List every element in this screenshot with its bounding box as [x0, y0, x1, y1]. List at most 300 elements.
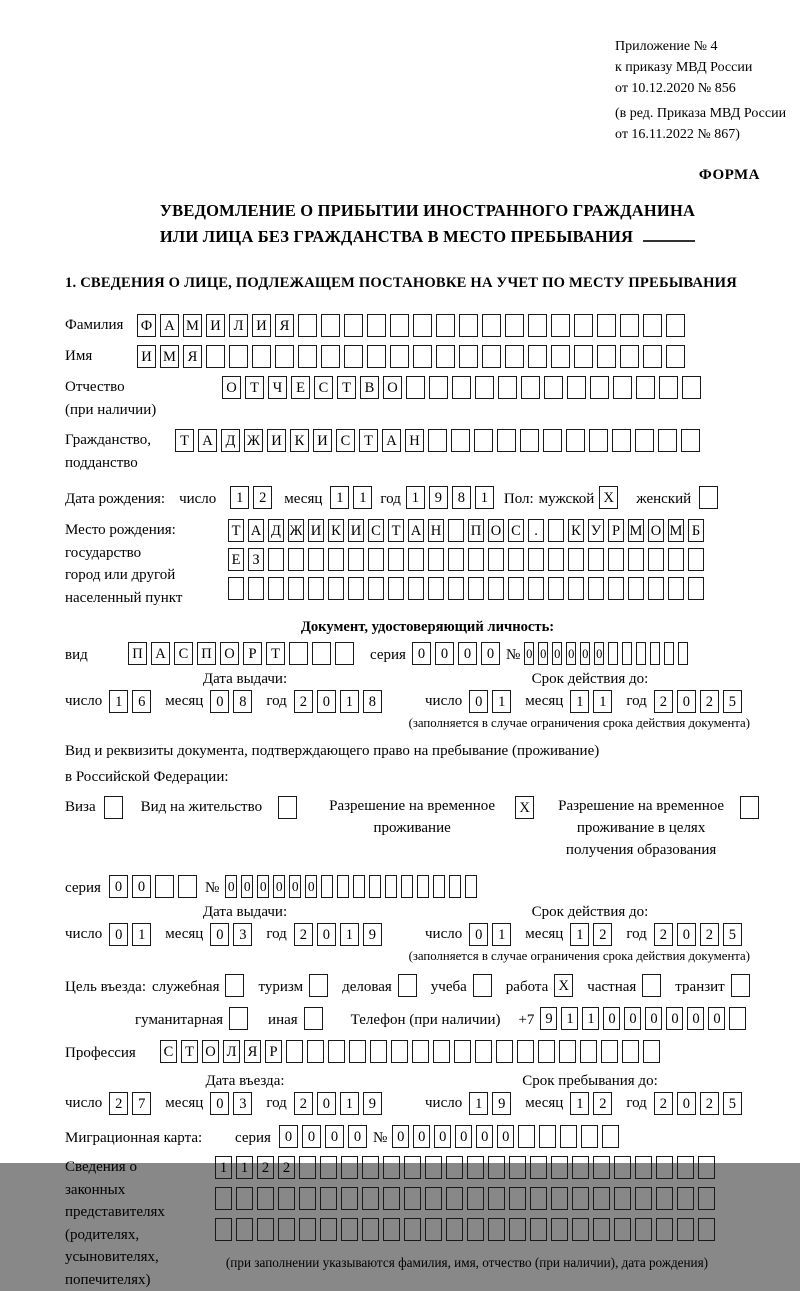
- form-cell[interactable]: 1: [593, 690, 612, 713]
- form-cell[interactable]: 0: [210, 690, 229, 713]
- form-cell[interactable]: 2: [294, 923, 313, 946]
- form-cell[interactable]: 1: [215, 1156, 232, 1179]
- form-cell[interactable]: [677, 1218, 694, 1241]
- form-cell[interactable]: 0: [279, 1125, 298, 1148]
- form-cell[interactable]: [391, 1040, 408, 1063]
- form-cell[interactable]: Н: [405, 429, 424, 452]
- form-cell[interactable]: 1: [109, 690, 128, 713]
- form-cell[interactable]: [406, 376, 425, 399]
- form-cell[interactable]: [567, 376, 586, 399]
- form-cell[interactable]: 0: [677, 923, 696, 946]
- form-cell[interactable]: X: [515, 796, 534, 819]
- form-cell[interactable]: 1: [230, 486, 249, 509]
- form-cell[interactable]: [341, 1156, 358, 1179]
- form-cell[interactable]: X: [554, 974, 573, 997]
- form-cell[interactable]: [425, 1218, 442, 1241]
- form-cell[interactable]: Я: [244, 1040, 261, 1063]
- form-cell[interactable]: [390, 314, 409, 337]
- form-cell[interactable]: [341, 1218, 358, 1241]
- form-cell[interactable]: 0: [289, 875, 301, 898]
- form-cell[interactable]: 1: [492, 690, 511, 713]
- form-cell[interactable]: [436, 314, 455, 337]
- form-cell[interactable]: 1: [492, 923, 511, 946]
- form-cell[interactable]: [433, 875, 445, 898]
- form-cell[interactable]: [257, 1187, 274, 1210]
- form-cell[interactable]: [544, 376, 563, 399]
- form-cell[interactable]: 7: [132, 1092, 151, 1115]
- form-cell[interactable]: [467, 1187, 484, 1210]
- form-cell[interactable]: [298, 345, 317, 368]
- form-cell[interactable]: 2: [654, 690, 673, 713]
- form-cell[interactable]: Т: [359, 429, 378, 452]
- form-cell[interactable]: О: [488, 519, 504, 542]
- form-cell[interactable]: [620, 345, 639, 368]
- form-cell[interactable]: [288, 577, 304, 600]
- form-cell[interactable]: [664, 642, 674, 665]
- form-cell[interactable]: [383, 1187, 400, 1210]
- form-cell[interactable]: 0: [455, 1125, 472, 1148]
- form-cell[interactable]: Д: [221, 429, 240, 452]
- form-cell[interactable]: [367, 314, 386, 337]
- form-cell[interactable]: О: [383, 376, 402, 399]
- form-cell[interactable]: 0: [677, 1092, 696, 1115]
- form-cell[interactable]: [268, 548, 284, 571]
- form-cell[interactable]: [538, 1040, 555, 1063]
- form-cell[interactable]: [530, 1218, 547, 1241]
- form-cell[interactable]: [656, 1187, 673, 1210]
- form-cell[interactable]: [488, 1156, 505, 1179]
- form-cell[interactable]: [412, 1040, 429, 1063]
- form-cell[interactable]: [572, 1156, 589, 1179]
- form-cell[interactable]: [368, 577, 384, 600]
- form-cell[interactable]: С: [314, 376, 333, 399]
- form-cell[interactable]: [668, 577, 684, 600]
- form-cell[interactable]: 0: [210, 1092, 229, 1115]
- form-cell[interactable]: 8: [363, 690, 382, 713]
- form-cell[interactable]: [698, 1218, 715, 1241]
- form-cell[interactable]: [614, 1218, 631, 1241]
- form-cell[interactable]: А: [382, 429, 401, 452]
- form-cell[interactable]: А: [151, 642, 170, 665]
- form-cell[interactable]: 0: [210, 923, 229, 946]
- form-cell[interactable]: П: [468, 519, 484, 542]
- form-cell[interactable]: 2: [593, 923, 612, 946]
- form-cell[interactable]: [328, 548, 344, 571]
- form-cell[interactable]: [383, 1218, 400, 1241]
- form-cell[interactable]: [467, 1156, 484, 1179]
- form-cell[interactable]: [530, 1187, 547, 1210]
- form-cell[interactable]: [278, 1187, 295, 1210]
- form-cell[interactable]: X: [599, 486, 618, 509]
- form-cell[interactable]: 0: [257, 875, 269, 898]
- form-cell[interactable]: [648, 577, 664, 600]
- form-cell[interactable]: 0: [666, 1007, 683, 1030]
- form-cell[interactable]: 0: [317, 690, 336, 713]
- form-cell[interactable]: [509, 1187, 526, 1210]
- form-cell[interactable]: Т: [228, 519, 244, 542]
- form-cell[interactable]: [320, 1156, 337, 1179]
- form-cell[interactable]: [642, 974, 661, 997]
- form-cell[interactable]: И: [348, 519, 364, 542]
- form-cell[interactable]: [446, 1218, 463, 1241]
- form-cell[interactable]: П: [128, 642, 147, 665]
- form-cell[interactable]: [572, 1218, 589, 1241]
- form-cell[interactable]: [551, 1156, 568, 1179]
- form-cell[interactable]: 0: [677, 690, 696, 713]
- form-cell[interactable]: [312, 642, 331, 665]
- form-cell[interactable]: С: [508, 519, 524, 542]
- form-cell[interactable]: К: [568, 519, 584, 542]
- form-cell[interactable]: А: [248, 519, 264, 542]
- form-cell[interactable]: 1: [475, 486, 494, 509]
- form-cell[interactable]: [341, 1187, 358, 1210]
- form-cell[interactable]: 0: [317, 1092, 336, 1115]
- form-cell[interactable]: Т: [388, 519, 404, 542]
- form-cell[interactable]: О: [222, 376, 241, 399]
- form-cell[interactable]: Р: [243, 642, 262, 665]
- form-cell[interactable]: 0: [109, 923, 128, 946]
- form-cell[interactable]: [666, 314, 685, 337]
- form-cell[interactable]: [539, 1125, 556, 1148]
- form-cell[interactable]: [488, 1187, 505, 1210]
- form-cell[interactable]: [698, 1187, 715, 1210]
- form-cell[interactable]: [628, 548, 644, 571]
- form-cell[interactable]: М: [160, 345, 179, 368]
- form-cell[interactable]: 0: [603, 1007, 620, 1030]
- form-cell[interactable]: 1: [469, 1092, 488, 1115]
- form-cell[interactable]: [608, 642, 618, 665]
- form-cell[interactable]: Т: [181, 1040, 198, 1063]
- form-cell[interactable]: [559, 1040, 576, 1063]
- form-cell[interactable]: [574, 345, 593, 368]
- form-cell[interactable]: [307, 1040, 324, 1063]
- form-cell[interactable]: 0: [469, 923, 488, 946]
- form-cell[interactable]: [613, 376, 632, 399]
- form-cell[interactable]: [321, 314, 340, 337]
- form-cell[interactable]: 0: [538, 642, 548, 665]
- form-cell[interactable]: 2: [700, 1092, 719, 1115]
- form-cell[interactable]: [482, 345, 501, 368]
- form-cell[interactable]: [678, 642, 688, 665]
- form-cell[interactable]: Н: [428, 519, 444, 542]
- form-cell[interactable]: [289, 642, 308, 665]
- form-cell[interactable]: [551, 314, 570, 337]
- form-cell[interactable]: Т: [175, 429, 194, 452]
- form-cell[interactable]: 1: [236, 1156, 253, 1179]
- form-cell[interactable]: 5: [723, 1092, 742, 1115]
- form-cell[interactable]: [497, 429, 516, 452]
- form-cell[interactable]: Е: [228, 548, 244, 571]
- form-cell[interactable]: [551, 1218, 568, 1241]
- form-cell[interactable]: [488, 548, 504, 571]
- form-cell[interactable]: [551, 1187, 568, 1210]
- form-cell[interactable]: [650, 642, 660, 665]
- form-cell[interactable]: О: [220, 642, 239, 665]
- form-cell[interactable]: 0: [435, 642, 454, 665]
- form-cell[interactable]: [370, 1040, 387, 1063]
- form-cell[interactable]: 1: [570, 690, 589, 713]
- form-cell[interactable]: [268, 577, 284, 600]
- form-cell[interactable]: [401, 875, 413, 898]
- form-cell[interactable]: [731, 974, 750, 997]
- form-cell[interactable]: 0: [132, 875, 151, 898]
- form-cell[interactable]: [408, 577, 424, 600]
- form-cell[interactable]: [467, 1218, 484, 1241]
- form-cell[interactable]: [635, 1187, 652, 1210]
- form-cell[interactable]: [236, 1218, 253, 1241]
- form-cell[interactable]: [614, 1187, 631, 1210]
- form-cell[interactable]: [308, 548, 324, 571]
- form-cell[interactable]: 0: [624, 1007, 641, 1030]
- form-cell[interactable]: 1: [561, 1007, 578, 1030]
- form-cell[interactable]: [452, 376, 471, 399]
- form-cell[interactable]: [551, 345, 570, 368]
- form-cell[interactable]: [581, 1125, 598, 1148]
- form-cell[interactable]: 0: [708, 1007, 725, 1030]
- form-cell[interactable]: [473, 974, 492, 997]
- form-cell[interactable]: 2: [700, 690, 719, 713]
- form-cell[interactable]: [498, 376, 517, 399]
- form-cell[interactable]: [446, 1156, 463, 1179]
- form-cell[interactable]: 3: [233, 923, 252, 946]
- form-cell[interactable]: [698, 1156, 715, 1179]
- form-cell[interactable]: [369, 875, 381, 898]
- form-cell[interactable]: А: [198, 429, 217, 452]
- form-cell[interactable]: [454, 1040, 471, 1063]
- form-cell[interactable]: [635, 1218, 652, 1241]
- form-cell[interactable]: [348, 548, 364, 571]
- form-cell[interactable]: [278, 1218, 295, 1241]
- form-cell[interactable]: [408, 548, 424, 571]
- form-cell[interactable]: [548, 519, 564, 542]
- form-cell[interactable]: Ф: [137, 314, 156, 337]
- form-cell[interactable]: [568, 577, 584, 600]
- form-cell[interactable]: [508, 548, 524, 571]
- form-cell[interactable]: И: [206, 314, 225, 337]
- form-cell[interactable]: 0: [225, 875, 237, 898]
- form-cell[interactable]: [328, 1040, 345, 1063]
- form-cell[interactable]: [643, 314, 662, 337]
- form-cell[interactable]: [656, 1218, 673, 1241]
- form-cell[interactable]: [348, 577, 364, 600]
- form-cell[interactable]: [580, 1040, 597, 1063]
- form-cell[interactable]: [229, 1007, 248, 1030]
- form-cell[interactable]: [475, 376, 494, 399]
- form-cell[interactable]: [593, 1187, 610, 1210]
- form-cell[interactable]: 2: [109, 1092, 128, 1115]
- form-cell[interactable]: [362, 1218, 379, 1241]
- form-cell[interactable]: [740, 796, 759, 819]
- form-cell[interactable]: 0: [458, 642, 477, 665]
- form-cell[interactable]: [344, 345, 363, 368]
- form-cell[interactable]: [215, 1187, 232, 1210]
- form-cell[interactable]: [446, 1187, 463, 1210]
- form-cell[interactable]: [588, 577, 604, 600]
- form-cell[interactable]: [413, 345, 432, 368]
- form-cell[interactable]: 8: [452, 486, 471, 509]
- form-cell[interactable]: 2: [278, 1156, 295, 1179]
- form-cell[interactable]: [668, 548, 684, 571]
- form-cell[interactable]: [620, 314, 639, 337]
- form-cell[interactable]: [252, 345, 271, 368]
- form-cell[interactable]: [155, 875, 174, 898]
- form-cell[interactable]: [388, 548, 404, 571]
- form-cell[interactable]: 0: [273, 875, 285, 898]
- form-cell[interactable]: [681, 429, 700, 452]
- form-cell[interactable]: [229, 345, 248, 368]
- form-cell[interactable]: З: [248, 548, 264, 571]
- form-cell[interactable]: [520, 429, 539, 452]
- form-cell[interactable]: [413, 314, 432, 337]
- form-cell[interactable]: [299, 1156, 316, 1179]
- form-cell[interactable]: [508, 577, 524, 600]
- form-cell[interactable]: Б: [688, 519, 704, 542]
- form-cell[interactable]: П: [197, 642, 216, 665]
- form-cell[interactable]: М: [628, 519, 644, 542]
- form-cell[interactable]: [636, 642, 646, 665]
- form-cell[interactable]: 2: [700, 923, 719, 946]
- form-cell[interactable]: [275, 345, 294, 368]
- form-cell[interactable]: [597, 345, 616, 368]
- form-cell[interactable]: 2: [654, 923, 673, 946]
- form-cell[interactable]: [590, 376, 609, 399]
- form-cell[interactable]: 1: [340, 923, 359, 946]
- form-cell[interactable]: [682, 376, 701, 399]
- form-cell[interactable]: Р: [265, 1040, 282, 1063]
- form-cell[interactable]: 5: [723, 923, 742, 946]
- form-cell[interactable]: [349, 1040, 366, 1063]
- form-cell[interactable]: [528, 548, 544, 571]
- form-cell[interactable]: [304, 1007, 323, 1030]
- form-cell[interactable]: 0: [434, 1125, 451, 1148]
- form-cell[interactable]: 0: [476, 1125, 493, 1148]
- form-cell[interactable]: Т: [266, 642, 285, 665]
- form-cell[interactable]: [368, 548, 384, 571]
- form-cell[interactable]: [428, 577, 444, 600]
- form-cell[interactable]: 1: [353, 486, 372, 509]
- form-cell[interactable]: [574, 314, 593, 337]
- form-cell[interactable]: 1: [340, 1092, 359, 1115]
- form-cell[interactable]: М: [183, 314, 202, 337]
- form-cell[interactable]: [688, 577, 704, 600]
- form-cell[interactable]: [425, 1187, 442, 1210]
- form-cell[interactable]: [608, 577, 624, 600]
- form-cell[interactable]: [428, 429, 447, 452]
- form-cell[interactable]: С: [336, 429, 355, 452]
- form-cell[interactable]: 0: [580, 642, 590, 665]
- form-cell[interactable]: [417, 875, 429, 898]
- form-cell[interactable]: Ч: [268, 376, 287, 399]
- form-cell[interactable]: [622, 642, 632, 665]
- form-cell[interactable]: [505, 314, 524, 337]
- form-cell[interactable]: [528, 345, 547, 368]
- form-cell[interactable]: [335, 642, 354, 665]
- form-cell[interactable]: В: [360, 376, 379, 399]
- form-cell[interactable]: [496, 1040, 513, 1063]
- form-cell[interactable]: [509, 1218, 526, 1241]
- form-cell[interactable]: [482, 314, 501, 337]
- form-cell[interactable]: [404, 1156, 421, 1179]
- form-cell[interactable]: 2: [257, 1156, 274, 1179]
- form-cell[interactable]: [601, 1040, 618, 1063]
- form-cell[interactable]: [614, 1156, 631, 1179]
- form-cell[interactable]: 0: [687, 1007, 704, 1030]
- form-cell[interactable]: [320, 1218, 337, 1241]
- form-cell[interactable]: [518, 1125, 535, 1148]
- form-cell[interactable]: [517, 1040, 534, 1063]
- form-cell[interactable]: [659, 376, 678, 399]
- form-cell[interactable]: 3: [233, 1092, 252, 1115]
- form-cell[interactable]: Л: [223, 1040, 240, 1063]
- form-cell[interactable]: [344, 314, 363, 337]
- form-cell[interactable]: Л: [229, 314, 248, 337]
- form-cell[interactable]: [308, 577, 324, 600]
- form-cell[interactable]: С: [368, 519, 384, 542]
- form-cell[interactable]: [404, 1187, 421, 1210]
- form-cell[interactable]: [474, 429, 493, 452]
- form-cell[interactable]: [548, 577, 564, 600]
- form-cell[interactable]: [459, 345, 478, 368]
- form-cell[interactable]: [321, 875, 333, 898]
- form-cell[interactable]: [257, 1218, 274, 1241]
- form-cell[interactable]: [215, 1218, 232, 1241]
- form-cell[interactable]: [612, 429, 631, 452]
- form-cell[interactable]: [622, 1040, 639, 1063]
- form-cell[interactable]: [428, 548, 444, 571]
- form-cell[interactable]: 1: [330, 486, 349, 509]
- form-cell[interactable]: [309, 974, 328, 997]
- form-cell[interactable]: 0: [109, 875, 128, 898]
- form-cell[interactable]: [228, 577, 244, 600]
- form-cell[interactable]: [699, 486, 718, 509]
- form-cell[interactable]: [566, 429, 585, 452]
- form-cell[interactable]: [628, 577, 644, 600]
- form-cell[interactable]: О: [648, 519, 664, 542]
- form-cell[interactable]: [658, 429, 677, 452]
- form-cell[interactable]: О: [202, 1040, 219, 1063]
- form-cell[interactable]: [178, 875, 197, 898]
- form-cell[interactable]: 9: [363, 923, 382, 946]
- form-cell[interactable]: [475, 1040, 492, 1063]
- form-cell[interactable]: [588, 548, 604, 571]
- form-cell[interactable]: 1: [132, 923, 151, 946]
- form-cell[interactable]: С: [160, 1040, 177, 1063]
- form-cell[interactable]: И: [267, 429, 286, 452]
- form-cell[interactable]: [298, 314, 317, 337]
- form-cell[interactable]: [206, 345, 225, 368]
- form-cell[interactable]: 0: [392, 1125, 409, 1148]
- form-cell[interactable]: [548, 548, 564, 571]
- form-cell[interactable]: [635, 429, 654, 452]
- form-cell[interactable]: 0: [469, 690, 488, 713]
- form-cell[interactable]: [597, 314, 616, 337]
- form-cell[interactable]: [648, 548, 664, 571]
- form-cell[interactable]: [543, 429, 562, 452]
- form-cell[interactable]: М: [668, 519, 684, 542]
- form-cell[interactable]: [521, 376, 540, 399]
- form-cell[interactable]: [248, 577, 264, 600]
- form-cell[interactable]: 2: [294, 690, 313, 713]
- form-cell[interactable]: Т: [245, 376, 264, 399]
- form-cell[interactable]: [429, 376, 448, 399]
- form-cell[interactable]: И: [252, 314, 271, 337]
- form-cell[interactable]: [433, 1040, 450, 1063]
- form-cell[interactable]: [677, 1187, 694, 1210]
- form-cell[interactable]: [608, 548, 624, 571]
- form-cell[interactable]: [320, 1187, 337, 1210]
- form-cell[interactable]: 0: [325, 1125, 344, 1148]
- form-cell[interactable]: [636, 376, 655, 399]
